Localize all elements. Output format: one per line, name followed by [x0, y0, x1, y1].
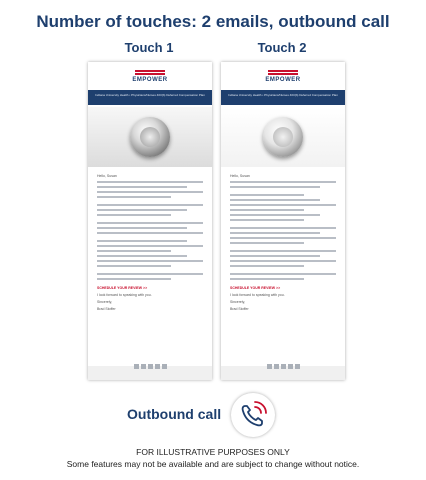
- cta-link[interactable]: SCHEDULE YOUR REVIEW >>: [230, 286, 281, 290]
- email-banner: Indiana University Health • Physicians/Nurses 403(b) Deferred Compensation Plan: [88, 90, 212, 105]
- disclaimer-line-2: Some features may not be available and are subject to change without notice.: [66, 459, 360, 469]
- email-touch-2: [221, 62, 345, 380]
- social-icons: [221, 356, 345, 374]
- email-body: [97, 174, 203, 311]
- touch-1-label: Touch 1: [124, 40, 174, 55]
- empower-logo: [88, 70, 212, 83]
- dial-image: [263, 117, 303, 157]
- phone-icon: [231, 393, 275, 437]
- outbound-call-label: Outbound call: [127, 406, 222, 422]
- closing: I look forward to speaking with you.: [97, 293, 152, 297]
- disclaimer-line-1: FOR ILLUSTRATIVE PURPOSES ONLY: [136, 447, 290, 457]
- signoff: Sincerely,: [230, 300, 246, 304]
- email-touch-1: [88, 62, 212, 380]
- greeting: Hello, Susan: [97, 174, 117, 178]
- dial-image: [130, 117, 170, 157]
- logo-text: EMPOWER: [265, 77, 301, 83]
- email-banner: Indiana University Health • Physicians/Nurses 403(b) Deferred Compensation Plan: [221, 90, 345, 105]
- signoff: Sincerely,: [97, 300, 113, 304]
- social-icon[interactable]: [155, 364, 160, 369]
- hero-image: [221, 107, 345, 167]
- social-icon[interactable]: [281, 364, 286, 369]
- hero-image: [88, 107, 212, 167]
- flag-icon: [135, 70, 165, 76]
- flag-icon: [268, 70, 298, 76]
- closing: I look forward to speaking with you.: [230, 293, 285, 297]
- empower-logo: [221, 70, 345, 83]
- social-icons: [88, 356, 212, 374]
- signature-name: Brad Stoffer: [97, 307, 116, 311]
- social-icon[interactable]: [134, 364, 139, 369]
- cta-link[interactable]: SCHEDULE YOUR REVIEW >>: [97, 286, 148, 290]
- social-icon[interactable]: [148, 364, 153, 369]
- social-icon[interactable]: [141, 364, 146, 369]
- page-title: Number of touches: 2 emails, outbound call: [36, 12, 390, 31]
- social-icon[interactable]: [274, 364, 279, 369]
- logo-text: EMPOWER: [132, 77, 168, 83]
- greeting: Hello, Susan: [230, 174, 250, 178]
- signature-name: Brad Stoffer: [230, 307, 249, 311]
- email-body: [230, 174, 336, 311]
- social-icon[interactable]: [267, 364, 272, 369]
- social-icon[interactable]: [162, 364, 167, 369]
- touch-2-label: Touch 2: [257, 40, 307, 55]
- social-icon[interactable]: [288, 364, 293, 369]
- social-icon[interactable]: [295, 364, 300, 369]
